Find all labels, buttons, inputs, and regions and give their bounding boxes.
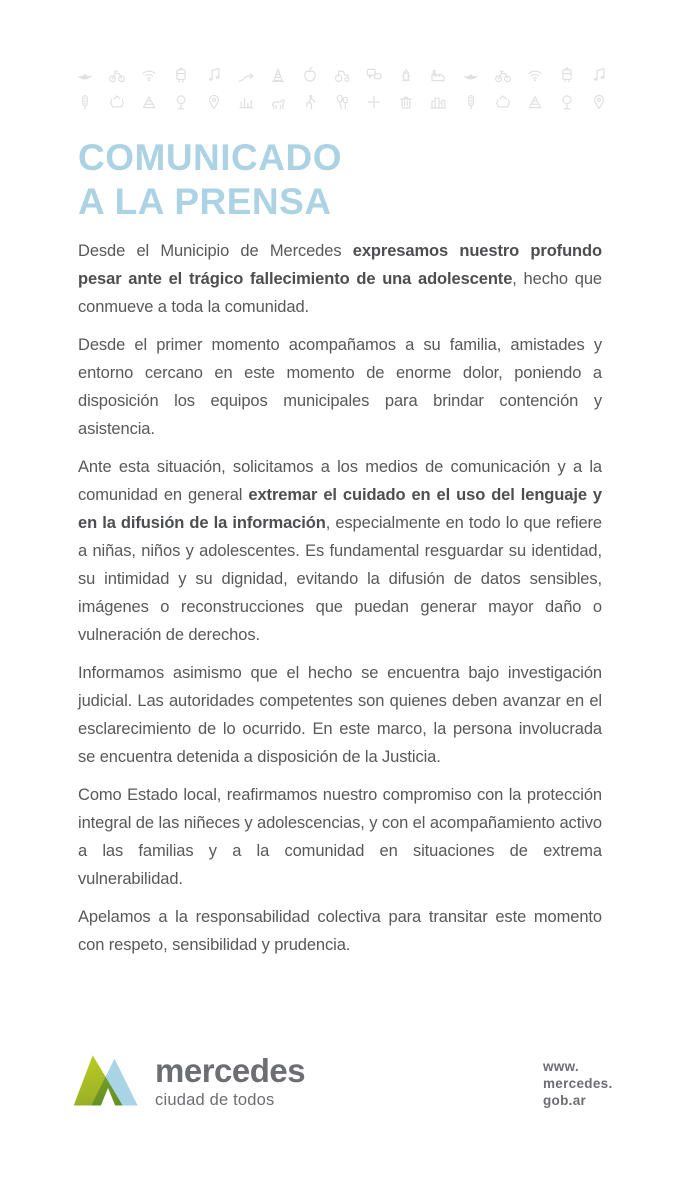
balloons-icon [333,93,351,111]
traffic-light-icon [462,93,480,111]
factory-icon [429,66,447,84]
bicycle-icon [108,66,126,84]
dove-icon [462,66,480,84]
chat-icon [365,66,383,84]
page-title-line2: A LA PRENSA [78,181,332,222]
tractor-icon [333,66,351,84]
bicycle-icon [494,66,512,84]
pyramid-icon [140,93,158,111]
paragraph-2-text: Desde el primer momento acompañamos a su familia, amistades y entorno cercano en este momento de enorme dolor, poniendo a disposición los equipos municipales para brindar contención y asistencia. [78,336,602,438]
music-note-icon [590,66,608,84]
footer [0,1040,675,1130]
city-buildings-icon [429,93,447,111]
paragraph-1-text: Desde el Municipio de Mercedes [78,242,353,260]
paragraph-2 [78,331,602,443]
paragraph-1 [78,237,602,321]
traffic-cone-icon [269,66,287,84]
tram-icon [558,66,576,84]
medical-cross-icon [365,93,383,111]
paragraph-3-text-2: , especialmente en todo lo que refiere a niñas, niños y adolescentes. Es fundamental resguardar su identidad, su intimidad y su dignidad, evitando la difusión de datos sensibles, imágenes o reconstrucciones que puedan generar mayor daño o vulneración de derechos. [78,514,602,644]
paragraph-3 [78,453,602,649]
bar-chart-icon [237,93,255,111]
brand-wordmark: mercedes [155,1052,306,1089]
tram-icon [172,66,190,84]
icon-row-1 [76,66,608,84]
paragraph-4-text: Informamos asimismo que el hecho se encuentra bajo investigación judicial. Las autoridades competentes son quienes deben avanzar en el esclarecimiento de lo ocurrido. En este marco, la persona involucrada se encuentra detenida a disposición de la Justicia. [78,664,602,766]
wifi-icon [140,66,158,84]
paragraph-4 [78,659,602,771]
music-note-icon [205,66,223,84]
wifi-icon [526,66,544,84]
paragraph-5-text: Como Estado local, reafirmamos nuestro compromiso con la protección integral de las niñeces y adolescencias, y con el acompañamiento activo a las familias y a la comunidad en situaciones de extrema vulnerabilidad. [78,786,602,888]
website-line2: mercedes. [543,1076,613,1091]
paragraph-3-bold: extremar el cuidado en el uso del lenguaje y en la difusión de la información [78,486,602,532]
decorative-icon-strip [76,66,608,111]
pyramid-icon [526,93,544,111]
paragraph-6-text: Apelamos a la responsabilidad colectiva para transitar este momento con respeto, sensibilidad y prudencia. [78,908,602,954]
brand-block [155,1054,305,1110]
paragraph-3-text: Ante esta situación, solicitamos a los medios de comunicación y a la comunidad en general [78,458,602,504]
dog-icon [269,93,287,111]
paragraph-1-text-2: , hecho que conmueve a toda la comunidad. [78,270,602,316]
hydrant-icon [397,66,415,84]
road-curve-icon [237,66,255,84]
icon-row-2 [76,93,608,111]
recycle-icon [494,93,512,111]
location-pin-icon [205,93,223,111]
tree-icon [172,93,190,111]
location-pin-icon [590,93,608,111]
dove-icon [76,66,94,84]
mercedes-m-logo [73,1046,141,1112]
apple-icon [301,66,319,84]
traffic-light-icon [76,93,94,111]
paragraph-1-bold: expresamos nuestro profundo pesar ante el trágico fallecimiento de una adolescente [78,242,602,288]
page-title-line1: COMUNICADO [78,137,342,178]
website-line3: gob.ar [543,1093,587,1108]
website-url [543,1058,613,1109]
paragraph-6 [78,903,602,959]
page-title [78,136,342,224]
tree-icon [558,93,576,111]
pedestrian-icon [301,93,319,111]
website-line1: www. [543,1059,579,1074]
brand-tagline: ciudad de todos [155,1091,275,1109]
trash-bin-icon [397,93,415,111]
recycle-icon [108,93,126,111]
press-release-body [78,237,602,969]
paragraph-5 [78,781,602,893]
